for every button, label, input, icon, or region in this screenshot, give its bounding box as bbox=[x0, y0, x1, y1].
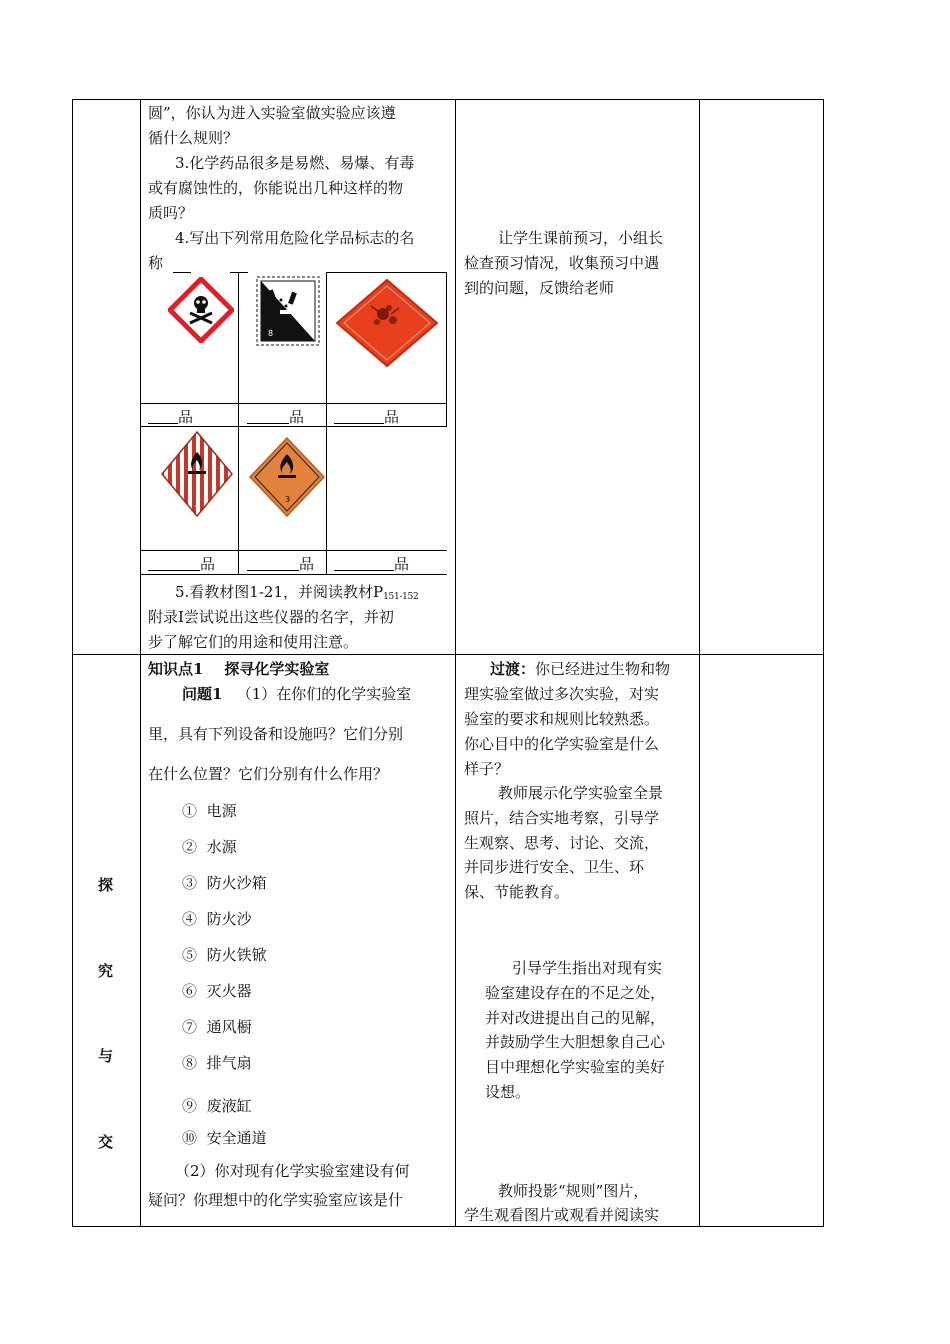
teacher-note: 检查预习情况，收集预习中遇 bbox=[464, 254, 660, 272]
list-item: ③ 防火沙箱 bbox=[182, 874, 267, 892]
section-heading: 知识点1 探寻化学实验室 bbox=[148, 660, 330, 678]
text-line: 5.看教材图1-21，并阅读教材$P_{151-152}$ bbox=[175, 583, 419, 602]
grid-line bbox=[140, 550, 447, 551]
teacher-note: 并同步进行安全、卫生、环 bbox=[464, 858, 645, 876]
text-line: 称 bbox=[148, 254, 164, 272]
teacher-note: 到的问题，反馈给老师 bbox=[464, 279, 615, 297]
section-label-char: 与 bbox=[98, 1047, 114, 1065]
grid-line bbox=[230, 272, 248, 273]
list-item: ⑧ 排气扇 bbox=[182, 1054, 252, 1072]
spontaneous-combustion-sign-icon bbox=[160, 430, 234, 518]
flammable-sign-icon bbox=[248, 436, 326, 518]
grid-line bbox=[326, 272, 327, 574]
column-divider-2 bbox=[455, 99, 456, 1227]
answer-blank[interactable]: 品 bbox=[148, 552, 215, 576]
answer-blank[interactable]: 品 bbox=[247, 552, 314, 576]
teacher-note: 照片，结合实地考察，引导学 bbox=[464, 809, 660, 827]
grid-line bbox=[327, 272, 447, 273]
text-line: 在什么位置？它们分别有什么作用？ bbox=[148, 765, 389, 783]
question-1: 问题1 （1）在你们的化学实验室 bbox=[182, 685, 412, 703]
teacher-note: 生观察、思考、讨论、交流， bbox=[464, 834, 660, 852]
list-item: ⑤ 防火铁锨 bbox=[182, 946, 267, 964]
section-label-char: 交 bbox=[98, 1133, 114, 1151]
section-label-char: 究 bbox=[98, 962, 114, 980]
text-line: 步了解它们的用途和使用注意。 bbox=[148, 633, 359, 651]
teacher-note: 教师展示化学实验室全景 bbox=[498, 784, 664, 802]
transition-note: 验室的要求和规则比较熟悉。 bbox=[464, 710, 660, 728]
teacher-note: 学生观看图片或观看并阅读实 bbox=[464, 1206, 660, 1224]
answer-blank[interactable]: 品 bbox=[247, 405, 304, 429]
svg-text:8: 8 bbox=[268, 329, 274, 338]
grid-line bbox=[173, 272, 191, 273]
teacher-note: 让学生课前预习，小组长 bbox=[498, 229, 664, 247]
column-divider-3 bbox=[699, 99, 700, 1227]
section-divider bbox=[72, 654, 824, 655]
table-right-border bbox=[823, 99, 824, 1227]
list-item: ⑩ 安全通道 bbox=[182, 1129, 267, 1147]
teacher-note: 目中理想化学实验室的美好 bbox=[485, 1058, 666, 1076]
answer-blank[interactable]: 品 bbox=[334, 405, 399, 429]
teacher-note: 验室建设存在的不足之处， bbox=[485, 984, 666, 1002]
text-line: 质吗？ bbox=[148, 204, 194, 222]
table-left-border bbox=[72, 99, 73, 1227]
text-line: 附录Ⅰ尝试说出这些仪器的名字，并初 bbox=[148, 608, 394, 626]
transition-note: 你心目中的化学实验室是什么 bbox=[464, 735, 660, 753]
svg-text:4: 4 bbox=[195, 502, 200, 510]
explosive-sign-icon bbox=[331, 276, 443, 370]
text-line: 疑问？你理想中的化学实验室应该是什 bbox=[148, 1191, 404, 1209]
text-line: 3.化学药品很多是易燃、易爆、有毒 bbox=[175, 154, 415, 172]
section-label-char: 探 bbox=[98, 876, 114, 894]
text-line: 或有腐蚀性的，你能说出几种这样的物 bbox=[148, 179, 404, 197]
transition-note: 样子？ bbox=[464, 760, 510, 778]
grid-line bbox=[140, 403, 447, 404]
table-bottom-border bbox=[72, 1226, 824, 1227]
toxic-sign-icon bbox=[168, 277, 234, 343]
list-item: ④ 防火沙 bbox=[182, 910, 252, 928]
teacher-note: 并对改进提出自己的见解， bbox=[485, 1009, 666, 1027]
list-item: ② 水源 bbox=[182, 838, 237, 856]
corrosive-sign-icon bbox=[256, 276, 320, 346]
teacher-note: 并鼓励学生大胆想象自己心 bbox=[485, 1033, 666, 1051]
table-top-border bbox=[72, 99, 824, 100]
text-line: 循什么规则？ bbox=[148, 129, 239, 147]
teacher-note: 教师投影“规则”图片， bbox=[498, 1182, 649, 1200]
column-divider-1 bbox=[140, 99, 141, 1227]
text-line: 4.写出下列常用危险化学品标志的名 bbox=[175, 229, 415, 247]
list-item: ⑥ 灭火器 bbox=[182, 982, 252, 1000]
text-line: 圆”，你认为进入实验室做实验应该遵 bbox=[148, 104, 396, 122]
list-item: ⑦ 通风橱 bbox=[182, 1018, 252, 1036]
text-line: 里，具有下列设备和设施吗？它们分别 bbox=[148, 725, 404, 743]
answer-blank[interactable]: 品 bbox=[334, 552, 409, 576]
svg-text:3: 3 bbox=[285, 495, 291, 504]
answer-blank[interactable]: 品 bbox=[148, 405, 193, 429]
teacher-note: 设想。 bbox=[485, 1083, 531, 1101]
transition-note: 理实验室做过多次实验，对实 bbox=[464, 685, 660, 703]
teacher-note: 保、节能教育。 bbox=[464, 883, 570, 901]
question-2: （2）你对现有化学实验室建设有何 bbox=[175, 1162, 410, 1180]
teacher-note: 引导学生指出对现有实 bbox=[512, 959, 663, 977]
grid-line bbox=[238, 272, 239, 574]
list-item: ⑨ 废液缸 bbox=[182, 1097, 252, 1115]
list-item: ① 电源 bbox=[182, 802, 237, 820]
transition-note: 过渡：你已经进过生物和物 bbox=[490, 660, 671, 678]
